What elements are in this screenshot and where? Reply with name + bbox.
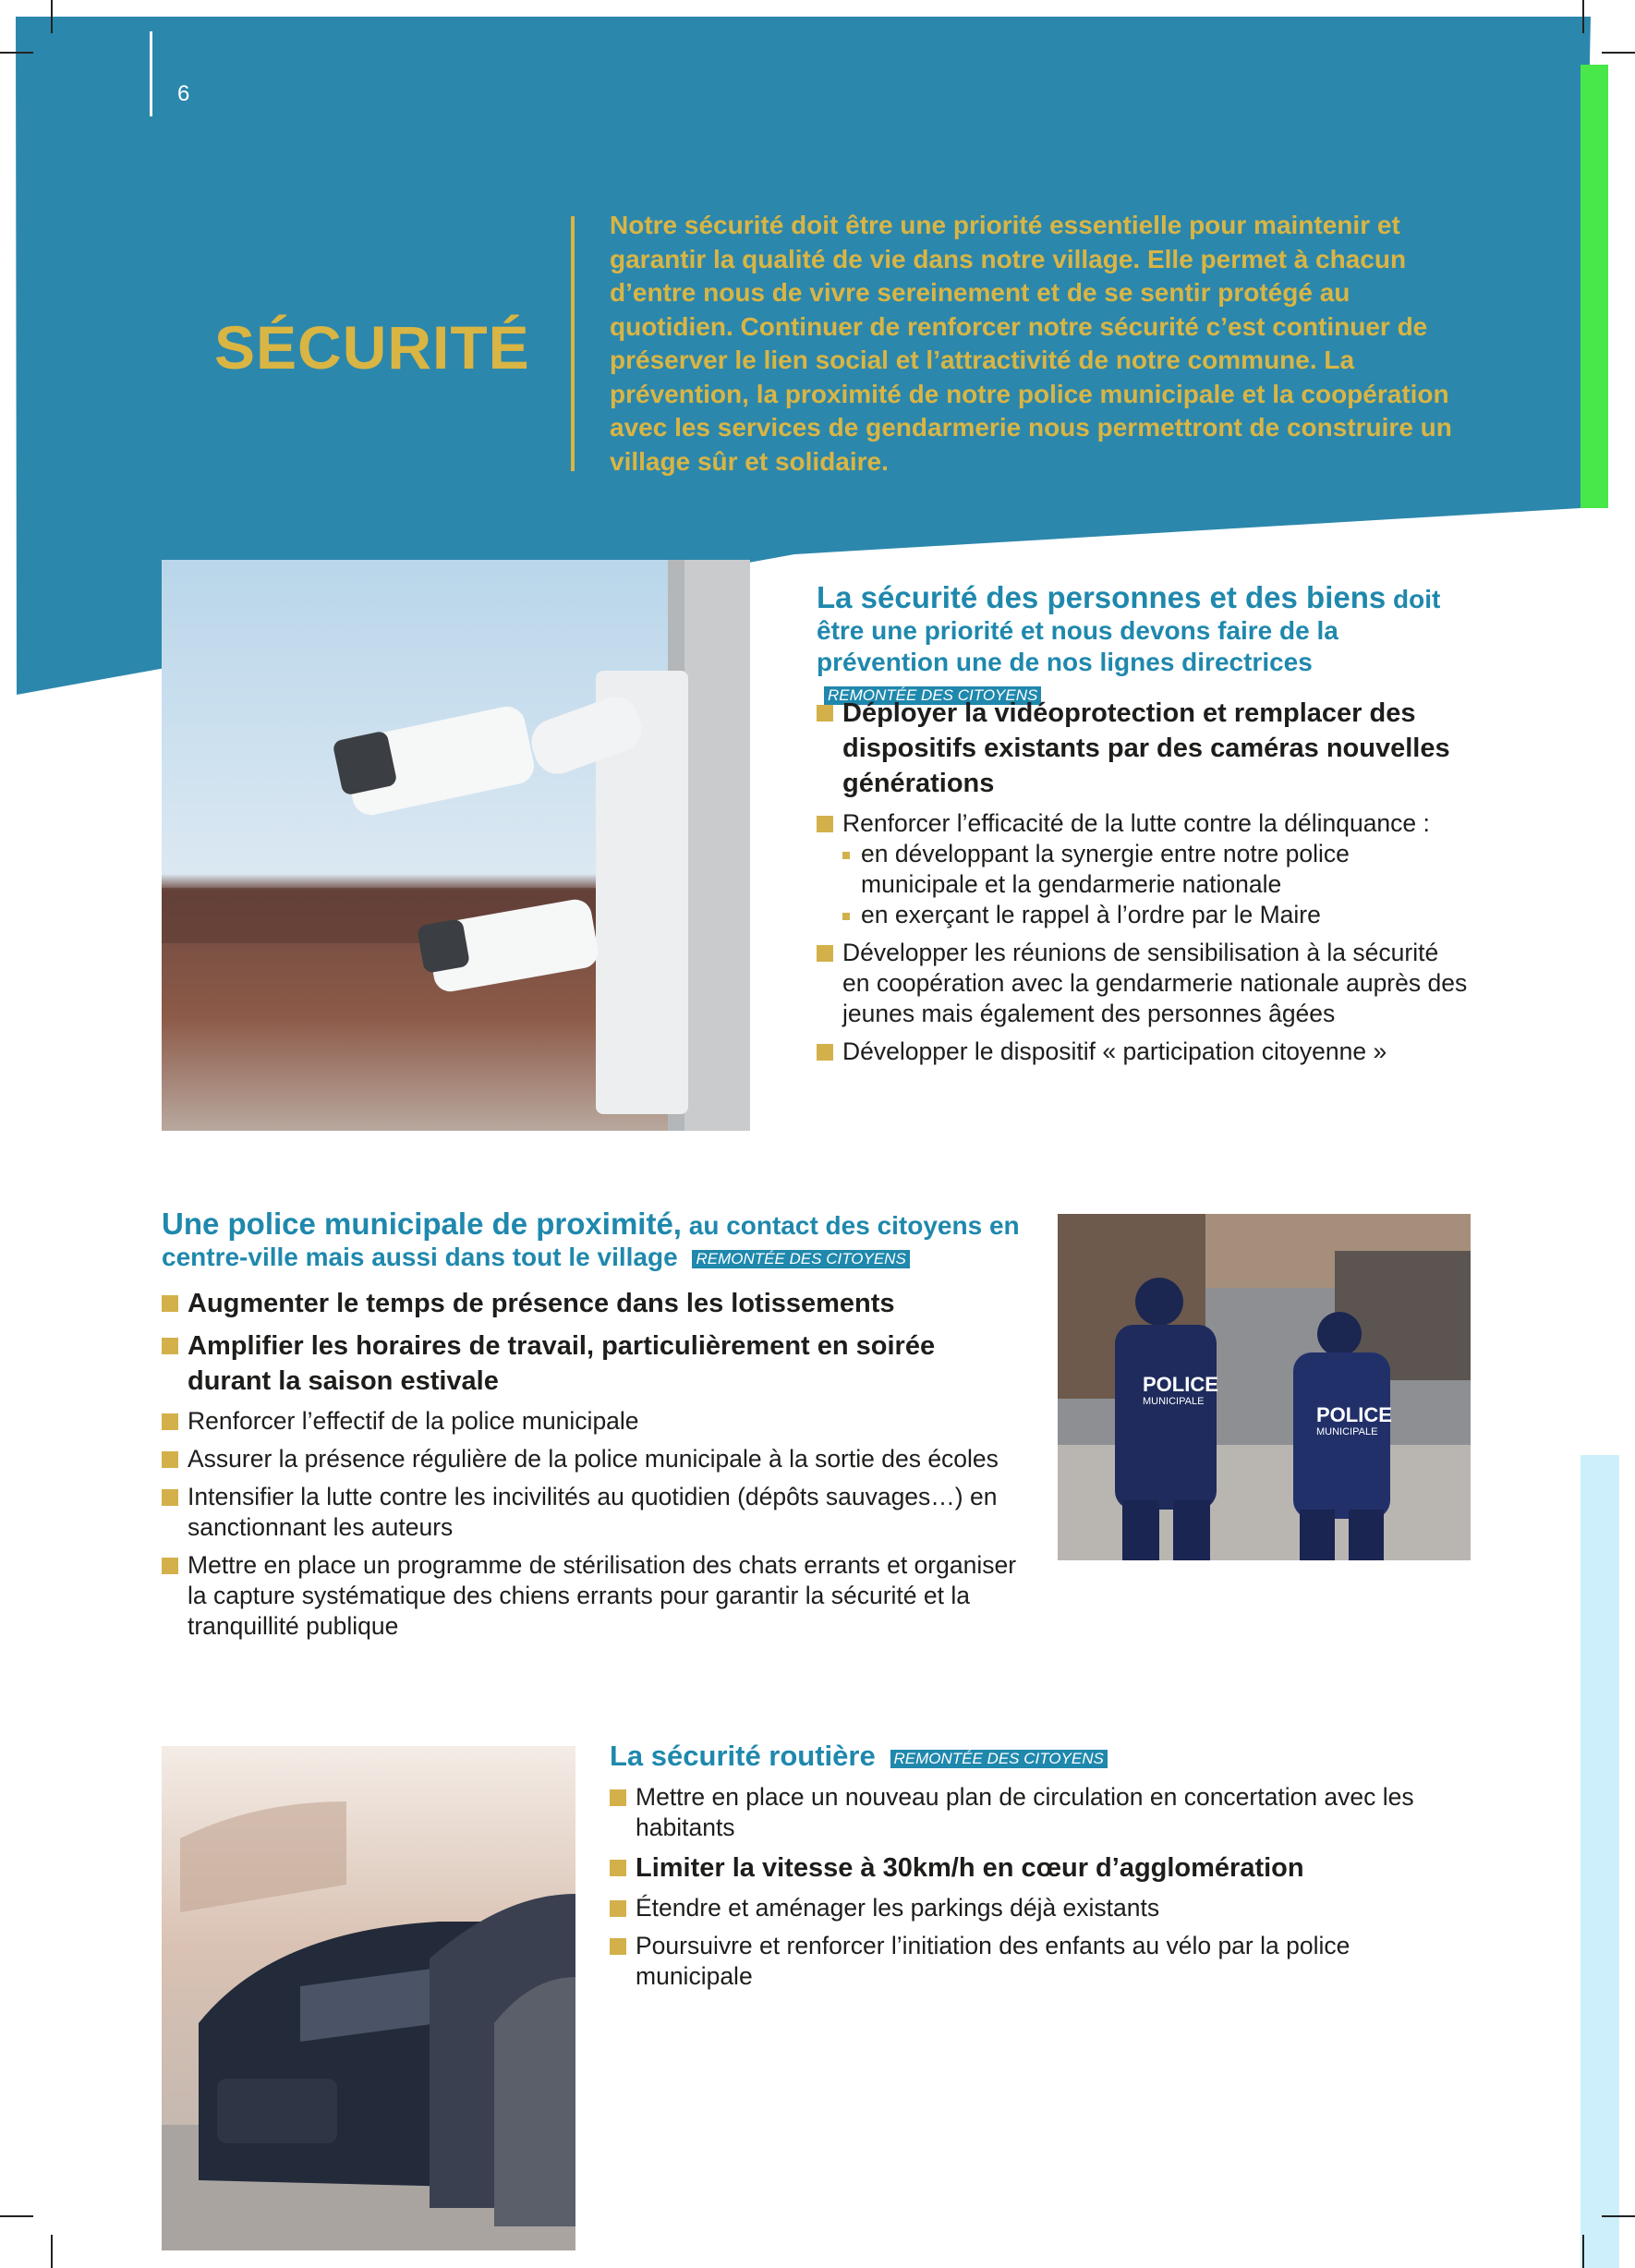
citizen-feedback-tag: REMONTÉE DES CITOYENS <box>692 1250 909 1268</box>
section1-heading-lead: La sécurité des personnes et des biens <box>817 580 1387 614</box>
section2-list <box>162 1286 1021 1649</box>
crop-mark <box>1582 2235 1584 2268</box>
section1-list <box>817 696 1472 1074</box>
crop-mark <box>1582 0 1584 33</box>
municipale-label-right: MUNICIPALE <box>1316 1426 1378 1437</box>
parked-cars-photo <box>162 1746 575 2250</box>
section2-heading-rest: au contact des citoyens en centre-ville mais aussi dans tout le village <box>162 1211 1020 1271</box>
crop-mark <box>0 2215 33 2217</box>
list-item: Augmenter le temps de présence dans les lotissements <box>162 1286 1021 1321</box>
sub-list-item: en développant la synergie entre notre police municipale et la gendarmerie nationale <box>842 839 1472 900</box>
section2-heading <box>162 1208 1030 1273</box>
cyan-edge-tab <box>1580 1455 1619 2268</box>
page-title: SÉCURITÉ <box>214 313 530 382</box>
page-number-rule <box>150 31 152 116</box>
list-item: Développer le dispositif « participation citoyenne » <box>817 1037 1472 1067</box>
intro-divider <box>571 216 575 471</box>
crop-mark <box>51 2235 53 2268</box>
list-item <box>817 808 1472 930</box>
section3-list <box>610 1782 1469 1999</box>
crop-mark <box>51 0 53 33</box>
list-item-text: Renforcer l’efficacité de la lutte contre la délinquance : <box>842 809 1430 837</box>
section3-heading-text: La sécurité routière <box>610 1740 876 1772</box>
list-item: Développer les réunions de sensibilisation à la sécurité en coopération avec la gendarmerie nationale auprès des jeunes mais également des personnes âgées <box>817 938 1472 1029</box>
list-item: Poursuivre et renforcer l’initiation des enfants au vélo par la police municipale <box>610 1931 1469 1992</box>
list-item: Limiter la vitesse à 30km/h en cœur d’agglomération <box>610 1850 1469 1886</box>
police-label-right: POLICE <box>1316 1403 1392 1426</box>
intro-paragraph: Notre sécurité doit être une priorité essentielle pour maintenir et garantir la qualité de vie dans notre village. Elle permet à chacun d’entre nous de vivre sereinement et de se sentir protégé au quotidien. Continuer de renforcer notre sécurité c’est continuer de préserver le lien social et l’attractivité de notre commune. La prévention, la proximité de notre police municipale et la coopération avec les services de gendarmerie nous permettront de construire un village sûr et solidaire. <box>610 211 1452 476</box>
section1-heading-rest: doit être une priorité et nous devons faire de la prévention une de nos lignes directrices <box>817 585 1441 676</box>
section1-sublist <box>842 839 1472 930</box>
cctv-camera-photo <box>162 560 750 1131</box>
municipale-label-left: MUNICIPALE <box>1143 1396 1205 1407</box>
list-item: Déployer la vidéoprotection et remplacer des dispositifs existants par des caméras nouvelles générations <box>817 696 1472 801</box>
list-item: Intensifier la lutte contre les incivilités au quotidien (dépôts sauvages…) en sanctionnant les auteurs <box>162 1482 1021 1543</box>
crop-mark <box>1602 2215 1635 2217</box>
crop-mark <box>0 52 33 54</box>
sub-list-item: en exerçant le rappel à l’ordre par le Maire <box>842 900 1472 930</box>
section1-heading <box>817 582 1463 710</box>
list-item: Mettre en place un programme de stérilisation des chats errants et organiser la capture systématique des chiens errants pour garantir la sécurité et la tranquillité publique <box>162 1550 1021 1642</box>
list-item: Renforcer l’effectif de la police municipale <box>162 1406 1021 1437</box>
green-edge-tab <box>1580 65 1608 508</box>
section3-heading <box>610 1740 1441 1773</box>
police-officers-photo <box>1058 1214 1471 1560</box>
page-number: 6 <box>177 81 190 106</box>
crop-mark <box>1602 52 1635 54</box>
list-item: Assurer la présence régulière de la police municipale à la sortie des écoles <box>162 1444 1021 1474</box>
citizen-feedback-tag: REMONTÉE DES CITOYENS <box>824 686 1041 705</box>
citizen-feedback-tag: REMONTÉE DES CITOYENS <box>890 1750 1108 1768</box>
list-item: Mettre en place un nouveau plan de circulation en concertation avec les habitants <box>610 1782 1469 1843</box>
section2-heading-lead: Une police municipale de proximité, <box>162 1207 682 1241</box>
list-item: Amplifier les horaires de travail, particulièrement en soirée durant la saison estivale <box>162 1328 1021 1399</box>
police-label-left: POLICE <box>1143 1373 1218 1396</box>
list-item: Étendre et aménager les parkings déjà existants <box>610 1893 1469 1923</box>
